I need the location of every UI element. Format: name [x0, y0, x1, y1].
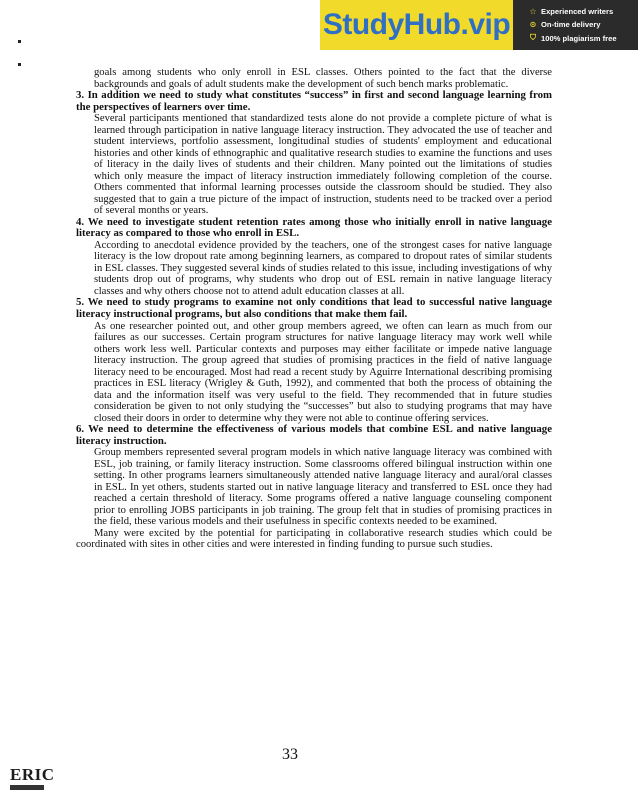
- intro-paragraph: goals among students who only enroll in ESL classes. Others pointed to the fact that the diverse backgrounds and goals of adult students make the development of such bench marks problematic.: [94, 67, 552, 90]
- feature-on-time-delivery: [529, 20, 638, 29]
- section-body-5: As one researcher pointed out, and other group members agreed, we often can learn as much from our failures as our successes. Certain program structures for native language literacy may work well while others work less well. Particular contexts and purposes may either facilitate or impede native language literacy instruction. The group agreed that studies of promising practices in the field of native language literacy need to be encouraged. Most had read a recent study by Aguirre International describing promising practices in ESL literacy (Wrigley & Guth, 1992), and commented that both the process of obtaining the data and the information itself was very useful to the field. They recommended that in future studies consideration be given to not only studying the “successes” but also to studying programs that may have closed their doors in order to determine why they were not able to continue offering services.: [94, 320, 552, 424]
- studyhub-banner[interactable]: [320, 0, 638, 50]
- feature-label: On-time delivery: [541, 20, 601, 29]
- section-heading-3: 3. In addition we need to study what constitutes “success” in first and second language learning from the perspectives of learners over time.: [76, 89, 552, 113]
- shield-icon: ⛉: [530, 33, 536, 42]
- star-icon: ☆: [529, 7, 537, 16]
- feature-plagiarism-free: [529, 33, 638, 43]
- closing-paragraph: Many were excited by the potential for participating in collaborative research studies which could be coordinated with sites in other cities and were interested in finding funding to pursue such studies.: [76, 527, 552, 551]
- clock-icon: ⊙: [529, 20, 537, 29]
- eric-logo-bar: [10, 785, 44, 790]
- feature-label: 100% plagiarism free: [541, 33, 617, 43]
- section-heading-6: 6. We need to determine the effectiveness of various models that combine ESL and native language literacy instruction.: [76, 423, 552, 447]
- scan-mark: [18, 63, 21, 66]
- section-heading-5: 5. We need to study programs to examine not only conditions that lead to successful native language literacy instructional programs, but also conditions that make them fail.: [76, 296, 552, 320]
- feature-label: Experienced writers: [541, 7, 614, 16]
- scan-mark: [18, 40, 21, 43]
- document-body: [76, 67, 552, 551]
- section-body-6: Group members represented several program models in which native language literacy was combined with ESL, job training, or family literacy instruction. Some classrooms offered bilingual instruction within one setting. In other programs learners simultaneously attended native language literacy and aural/oral classes in ESL. In yet others, students started out in native language literacy and transferred to ESL once they had reached a certain threshold of literacy. Some programs offered a native language counseling component prior to enrolling JOBS participants in job training. The group felt that in studies of promising practices in the field, these various models and their usefulness in specific contexts needed to be examined.: [94, 447, 552, 528]
- eric-logo: ERIC: [10, 765, 55, 784]
- section-heading-4: 4. We need to investigate student retention rates among those who initially enroll in native language literacy as compared to those who enroll in ESL.: [76, 215, 552, 240]
- feature-list: [513, 0, 638, 50]
- studyhub-logo[interactable]: StudyHub.vip: [320, 0, 513, 50]
- section-body-3: Several participants mentioned that standardized tests alone do not provide a complete picture of what is learned through participation in native language literacy instruction. They advocated the use of teacher and student interviews, portfolio assessment, longitudinal studies of students' employment and educational histories and other kinds of ethnographic and qualitative research studies to examine the functions and uses of literacy in the daily lives of students and their children. Many pointed out the limitations of studies which only measure the impact of literacy instruction immediately following completion of the course. Others commented that informal learning processes outside the classroom should be studied. They also suggested that to gain a true picture of the impact of instruction, students need to be tracked over a period of several months or years.: [94, 113, 552, 217]
- feature-experienced-writers: [529, 7, 638, 16]
- section-body-4: According to anecdotal evidence provided by the teachers, one of the strongest cases for native language literacy is the low dropout rate among beginning learners, as compared to dropout rates of similar students in ESL classes. They suggested several kinds of studies related to this issue, including investigations of why students drop out of programs, why students who drop out of ESL remain in native language literacy classes and why others choose not to attend adult education classes at all.: [94, 239, 552, 297]
- page-number: 33: [282, 746, 298, 763]
